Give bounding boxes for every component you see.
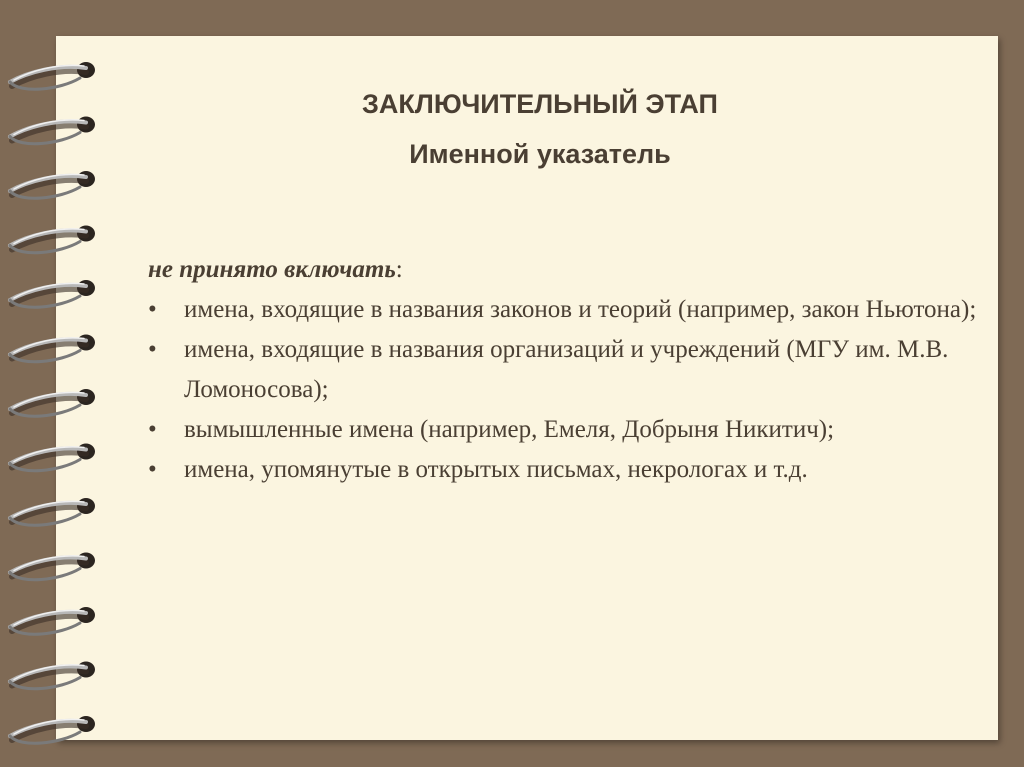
spiral-ring [10, 553, 95, 580]
lead-line [148, 250, 988, 290]
spiral-ring [10, 662, 95, 689]
bullet-icon: • [148, 296, 157, 323]
spiral-ring [10, 171, 95, 198]
list-item-text: вымышленные имена (например, Емеля, Добрыня Никитич); [184, 416, 835, 443]
bullet-icon: • [148, 456, 157, 483]
slide-title [230, 86, 850, 172]
list-item [148, 410, 988, 450]
spiral-ring [10, 226, 95, 253]
spiral-ring [10, 117, 95, 144]
spiral-ring [10, 444, 95, 471]
bullet-list [148, 290, 988, 490]
title-heading: ЗАКЛЮЧИТЕЛЬНЫЙ ЭТАП [362, 89, 718, 119]
list-item-text: имена, входящие в названия законов и теорий (например, закон Ньютона); [184, 296, 977, 323]
bullet-icon: • [148, 336, 157, 363]
list-item [148, 450, 988, 490]
spiral-ring [10, 335, 95, 362]
lead-colon: : [395, 256, 403, 283]
list-item-text: имена, упомянутые в открытых письмах, некрологах и т.д. [184, 456, 808, 483]
spiral-ring [10, 389, 95, 416]
slide-body [148, 250, 988, 490]
list-item [148, 290, 988, 330]
spiral-ring [10, 280, 95, 307]
lead-text: не принято включать [148, 256, 396, 283]
spiral-ring [10, 607, 95, 634]
list-item [148, 330, 988, 410]
spiral-ring [10, 62, 95, 89]
bullet-icon: • [148, 416, 157, 443]
spiral-ring [10, 498, 95, 525]
spiral-binding-icon [0, 0, 110, 767]
list-item-text: имена, входящие в названия организаций и учреждений (МГУ им. М.В. Ломоносова); [184, 336, 949, 403]
spiral-ring [10, 716, 95, 743]
title-subheading: Именной указатель [409, 139, 671, 169]
